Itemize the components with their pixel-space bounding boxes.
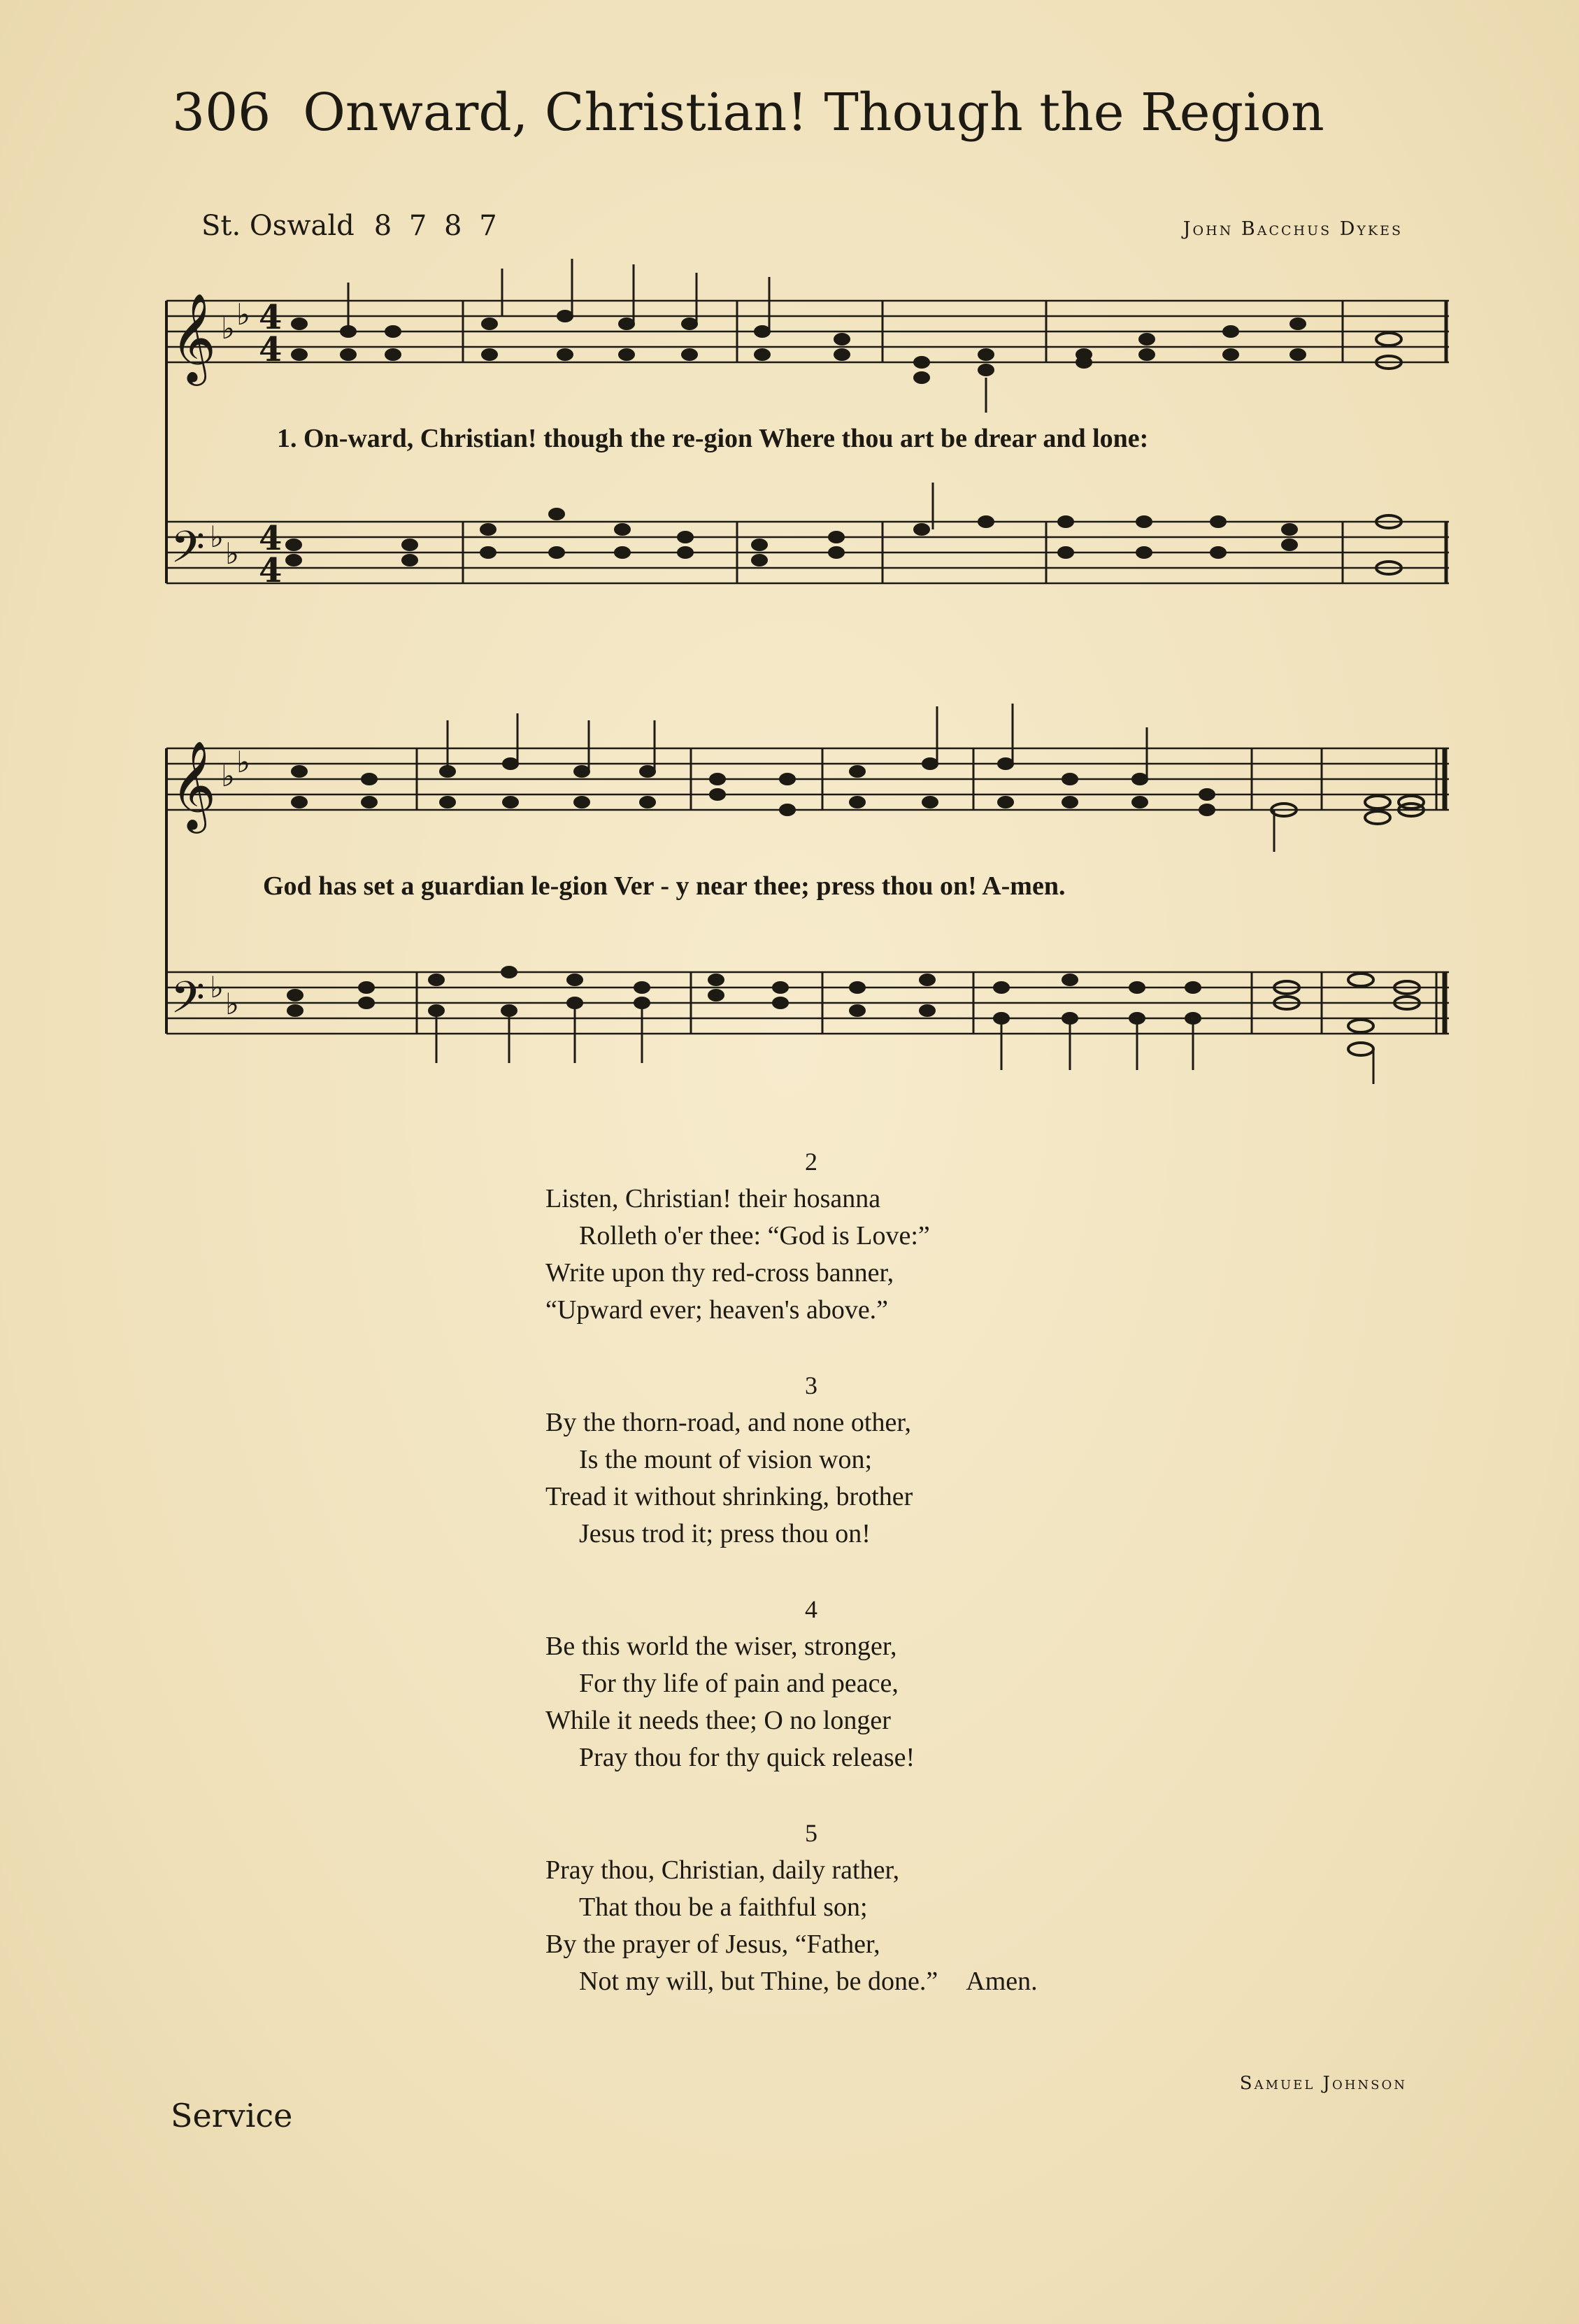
stanza-line: Tread it without shrinking, brother: [545, 1482, 913, 1511]
stanza-number: 3: [805, 1371, 817, 1399]
bass-staff-1: [166, 522, 1449, 583]
svg-text:4: 4: [259, 330, 283, 369]
stanza-line: Rolleth o'er thee: “God is Love:”: [579, 1221, 930, 1250]
svg-text:4: 4: [259, 519, 283, 558]
stanza-2: [545, 1147, 1245, 1329]
treble-clef-1: 𝄞: [171, 292, 217, 382]
svg-text:4: 4: [259, 298, 283, 337]
svg-text:♭: ♭: [225, 536, 239, 571]
stanza-line: “Upward ever; heaven's above.”: [545, 1295, 889, 1325]
treble-staff-2: [166, 748, 1449, 810]
svg-text:4: 4: [259, 551, 283, 590]
bass-clef-2: 𝄢: [171, 971, 205, 1034]
stanza-4: [545, 1595, 1245, 1776]
svg-text:♭: ♭: [236, 745, 250, 779]
section-footer: Service: [171, 2097, 293, 2134]
lyrics-line-2: God has set a guardian le-gion Ver - y near thee; press thou on! A-men.: [263, 871, 1066, 901]
treble-staff-1: [166, 301, 1449, 362]
stanza-5: [545, 1818, 1245, 2000]
stanza-line: That thou be a faithful son;: [579, 1892, 868, 1922]
svg-text:♭: ♭: [236, 297, 250, 332]
composer-credit: John Bacchus Dykes: [1183, 218, 1403, 240]
stanza-line: Pray thou for thy quick release!: [579, 1743, 915, 1772]
tune-meter: 8 7 8 7: [373, 210, 501, 242]
bass-clef-1: 𝄢: [171, 521, 205, 583]
stanza-3: [545, 1371, 1245, 1553]
tune-name: St. Oswald: [201, 210, 355, 242]
treble-clef-2: 𝄞: [171, 740, 217, 829]
notes-2: [287, 757, 1424, 1055]
stems-1: [348, 259, 986, 529]
stanza-line: Jesus trod it; press thou on!: [579, 1519, 871, 1548]
stanza-number: 5: [805, 1819, 817, 1847]
stanza-line: Listen, Christian! their hosanna: [545, 1184, 881, 1213]
music-score: [0, 0, 1579, 1091]
hymn-title: Onward, Christian! Though the Region: [303, 83, 1324, 143]
stanza-line: [545, 1963, 1245, 2000]
stanzas: [545, 1147, 1245, 2042]
svg-text:♭: ♭: [225, 987, 239, 1021]
stanza-number: 4: [805, 1595, 817, 1623]
stanza-line: Be this world the wiser, stronger,: [545, 1632, 897, 1661]
svg-text:♭: ♭: [221, 759, 235, 793]
svg-text:♭: ♭: [210, 520, 224, 554]
stanza-line: Is the mount of vision won;: [579, 1445, 873, 1474]
stanza-line: While it needs thee; O no longer: [545, 1706, 891, 1735]
hymn-number: 306: [172, 83, 271, 143]
lyrics-line-1: 1. On-ward, Christian! though the re-gion Where thou art be drear and lone:: [277, 424, 1149, 453]
stanza-line: Write upon thy red-cross banner,: [545, 1258, 894, 1288]
stanza-line-text: Not my will, but Thine, be done.”: [579, 1967, 938, 1996]
stanza-line: By the prayer of Jesus, “Father,: [545, 1930, 880, 1959]
author-credit: Samuel Johnson: [1239, 2073, 1407, 2094]
svg-text:♭: ♭: [221, 311, 235, 345]
amen-text: Amen.: [966, 1967, 1038, 1996]
stanza-number: 2: [805, 1148, 817, 1176]
svg-text:♭: ♭: [210, 970, 224, 1004]
stanza-line: Pray thou, Christian, daily rather,: [545, 1855, 900, 1885]
stanza-line: By the thorn-road, and none other,: [545, 1408, 911, 1437]
stanza-line: For thy life of pain and peace,: [579, 1669, 899, 1698]
